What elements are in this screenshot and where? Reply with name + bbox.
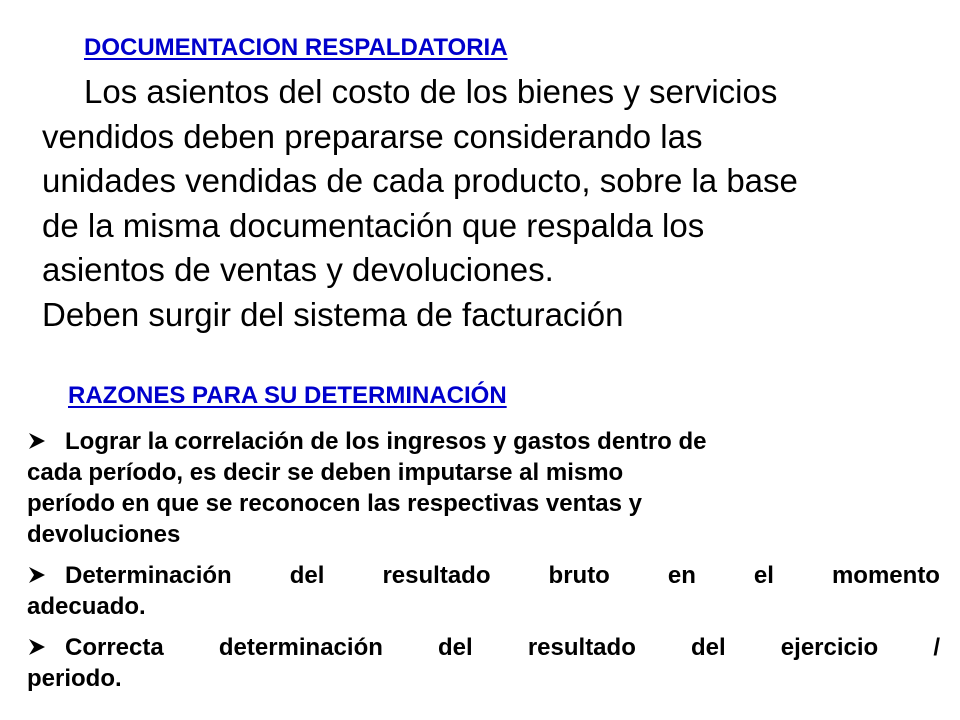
reason-line: adecuado. — [27, 593, 146, 620]
intro-line: de la misma documentación que respalda los — [42, 206, 705, 244]
reason-line: Lograr la correlación de los ingresos y gastos dentro de — [27, 426, 940, 457]
intro-line: unidades vendidas de cada producto, sobre la base — [42, 162, 798, 199]
reasons-list — [27, 426, 940, 704]
intro-line: Los asientos del costo de los bienes y servicios — [84, 73, 778, 110]
intro-paragraph — [42, 70, 922, 337]
reason-line: devoluciones — [27, 521, 181, 548]
reason-line: periodo. — [27, 665, 122, 692]
reason-line: período en que se reconocen las respectivas ventas y — [27, 490, 642, 517]
arrow-bullet-icon — [27, 632, 51, 663]
reason-line: Determinación del resultado bruto en el momento — [27, 560, 940, 591]
arrow-bullet-icon — [27, 426, 51, 457]
reason-line: Correcta determinación del resultado del ejercicio / — [27, 632, 940, 663]
intro-line: vendidos deben prepararse considerando las — [42, 117, 703, 155]
reason-item-gross-result — [27, 560, 940, 622]
section-title: DOCUMENTACION RESPALDATORIA — [84, 34, 508, 61]
reasons-heading: RAZONES PARA SU DETERMINACIÓN — [68, 382, 507, 409]
intro-line: asientos de ventas y devoluciones. — [42, 251, 554, 288]
reason-item-period-result — [27, 632, 940, 694]
reason-line: cada período, es decir se deben imputarse al mismo — [27, 459, 624, 486]
reason-item-correlation — [27, 426, 940, 550]
arrow-bullet-icon — [27, 560, 51, 591]
intro-line: Deben surgir del sistema de facturación — [42, 295, 624, 333]
